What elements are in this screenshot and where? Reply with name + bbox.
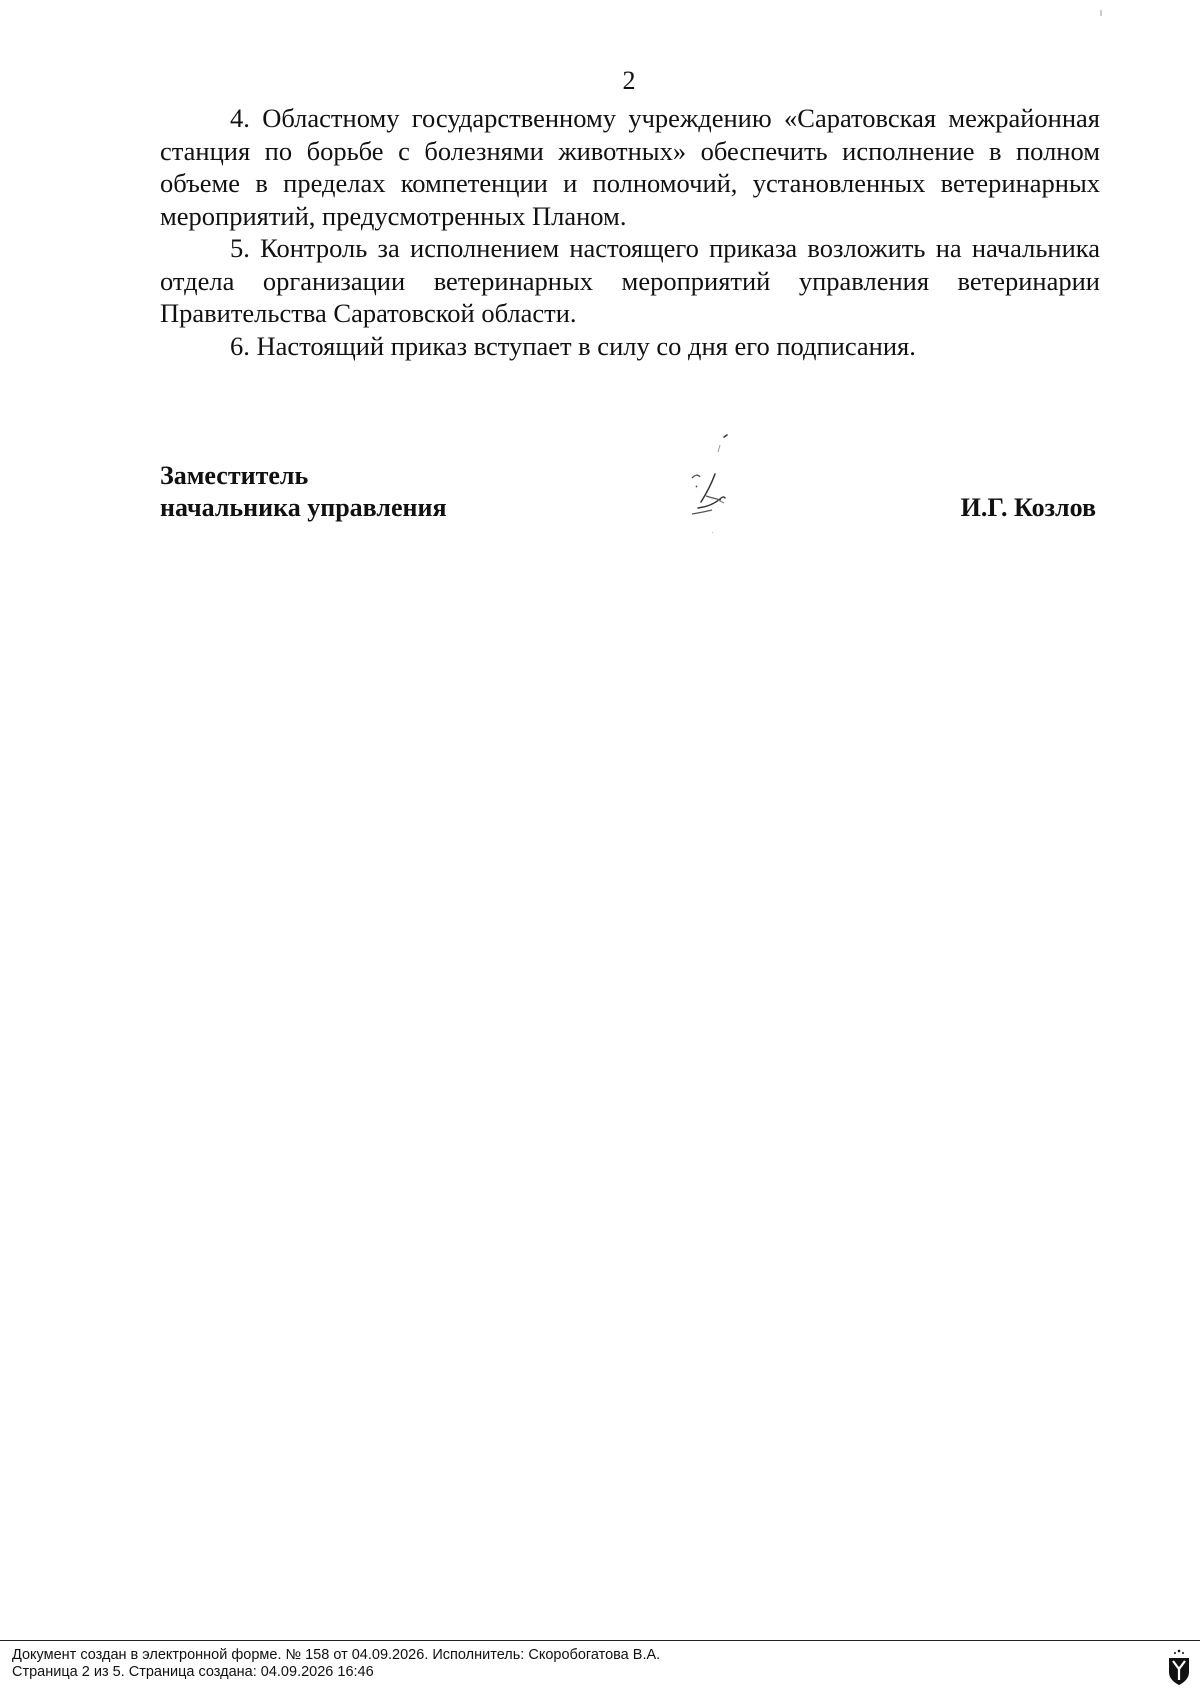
signatory-title [160, 460, 447, 524]
coat-of-arms-icon [1168, 1648, 1190, 1686]
paragraph-6: 6. Настоящий приказ вступает в силу со дня его подписания. [230, 330, 916, 361]
footer-line1: Документ создан в электронной форме. № 158 от 04.09.2026. Исполнитель: Скоробогатова В.А. [12, 1647, 661, 1663]
signature-block [160, 460, 1100, 530]
signatory-title-line2: начальника управления [160, 493, 447, 522]
paragraph-5: 5. Контроль за исполнением настоящего приказа возложить на начальника отдела организации ветеринарных мероприятий управления ветеринарии Правительства Саратовской области. [160, 233, 1100, 328]
signatory-title-line1: Заместитель [160, 461, 309, 490]
page-number: 2 [622, 66, 636, 95]
signatory-name: И.Г. Козлов [960, 493, 1096, 522]
footer [12, 1647, 660, 1681]
footer-divider [0, 1640, 1200, 1641]
handwritten-signature-icon [660, 430, 760, 560]
document-body [160, 102, 1100, 362]
scan-edge-mark [1100, 10, 1102, 16]
footer-line2: Страница 2 из 5. Страница создана: 04.09.2026 16:46 [12, 1664, 374, 1680]
paragraph-4: 4. Областному государственному учреждению «Саратовская межрайонная станция по борьбе с болезнями животных» обеспечить исполнение в полном объеме в пределах компетенции и полномочий, установленных ветеринарных мероприятий, предусмотренных Планом. [160, 103, 1100, 231]
